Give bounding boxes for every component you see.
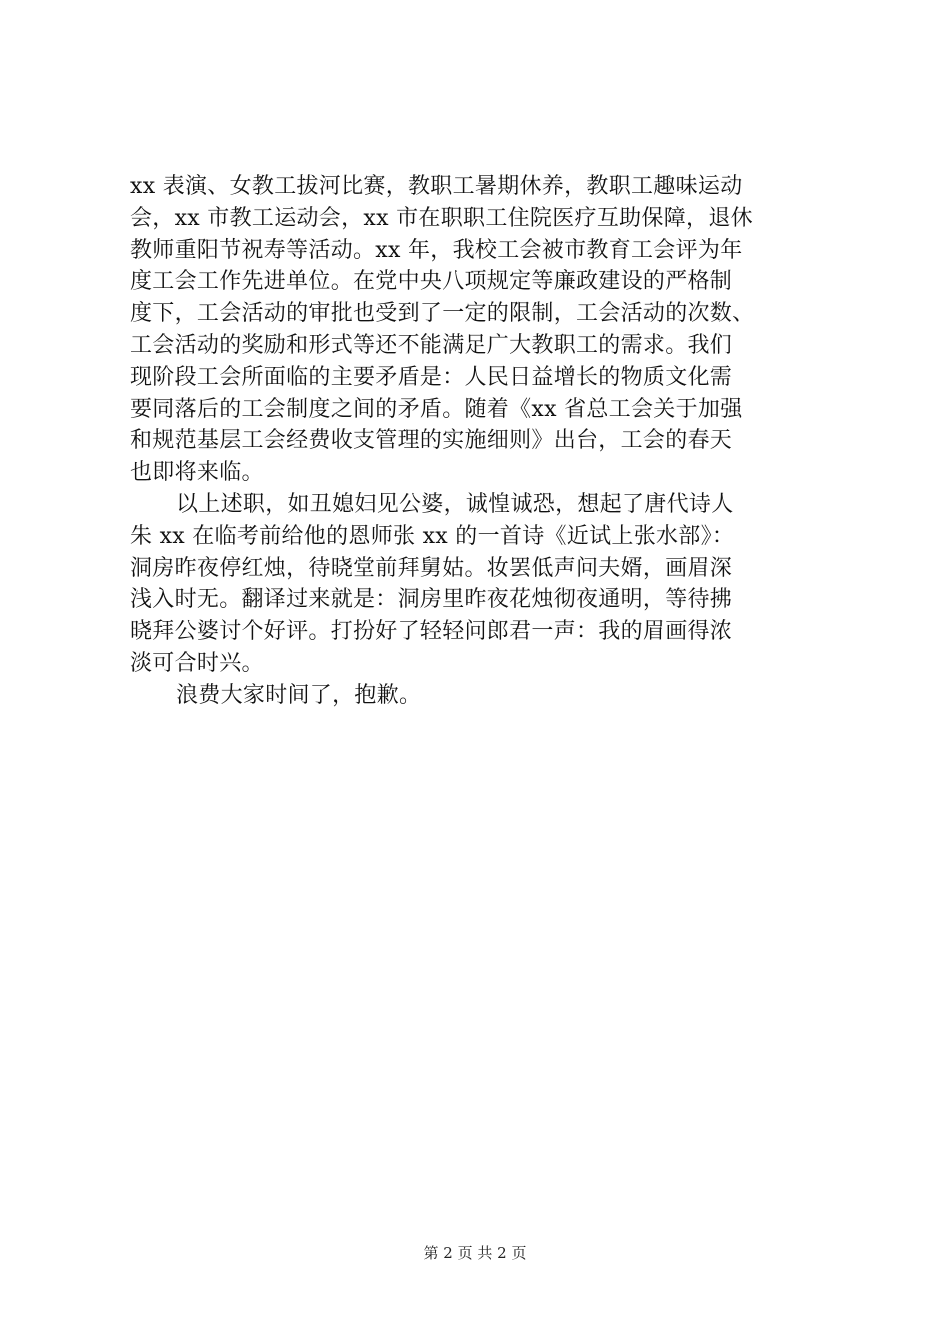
text-line-4: 度工会工作先进单位。在党中央八项规定等廉政建设的严格制 (130, 269, 733, 295)
text-line-3: 教师重阳节祝寿等活动。xx 年，我校工会被市教育工会评为年 (130, 237, 743, 263)
text-line-2: 会，xx 市教工运动会，xx 市在职职工住院医疗互助保障，退休 (130, 205, 753, 231)
text-line-12: 朱 xx 在临考前给他的恩师张 xx 的一首诗《近试上张水部》： (130, 523, 735, 549)
paragraph-start-line: 以上述职，如丑媳妇见公婆，诚惶诚恐，想起了唐代诗人 (176, 491, 734, 517)
text-line-8: 要同落后的工会制度之间的矛盾。随着《xx 省总工会关于加强 (130, 396, 743, 422)
document-body (130, 171, 830, 712)
text-line-5: 度下，工会活动的审批也受到了一定的限制，工会活动的次数、 (130, 301, 755, 327)
text-line-7: 现阶段工会所面临的主要矛盾是：人民日益增长的物质文化需 (130, 364, 733, 390)
text-line-9: 和规范基层工会经费收支管理的实施细则》出台，工会的春天 (130, 428, 733, 454)
page-number-footer: 第 2 页 共 2 页 (423, 1244, 527, 1262)
text-line-6: 工会活动的奖励和形式等还不能满足广大教职工的需求。我们 (130, 332, 733, 358)
text-line-13: 洞房昨夜停红烛，待晓堂前拜舅姑。妆罢低声问夫婿，画眉深 (130, 555, 733, 581)
closing-line: 浪费大家时间了，抱歉。 (176, 682, 422, 708)
text-line-10: 也即将来临。 (130, 460, 264, 486)
text-line-1: xx 表演、女教工拔河比赛，教职工暑期休养，教职工趣味运动 (130, 174, 743, 199)
text-line-16: 淡可合时兴。 (130, 650, 264, 676)
text-line-14: 浅入时无。翻译过来就是：洞房里昨夜花烛彻夜通明，等待拂 (130, 587, 733, 613)
text-line-15: 晓拜公婆讨个好评。打扮好了轻轻问郎君一声：我的眉画得浓 (130, 619, 733, 645)
